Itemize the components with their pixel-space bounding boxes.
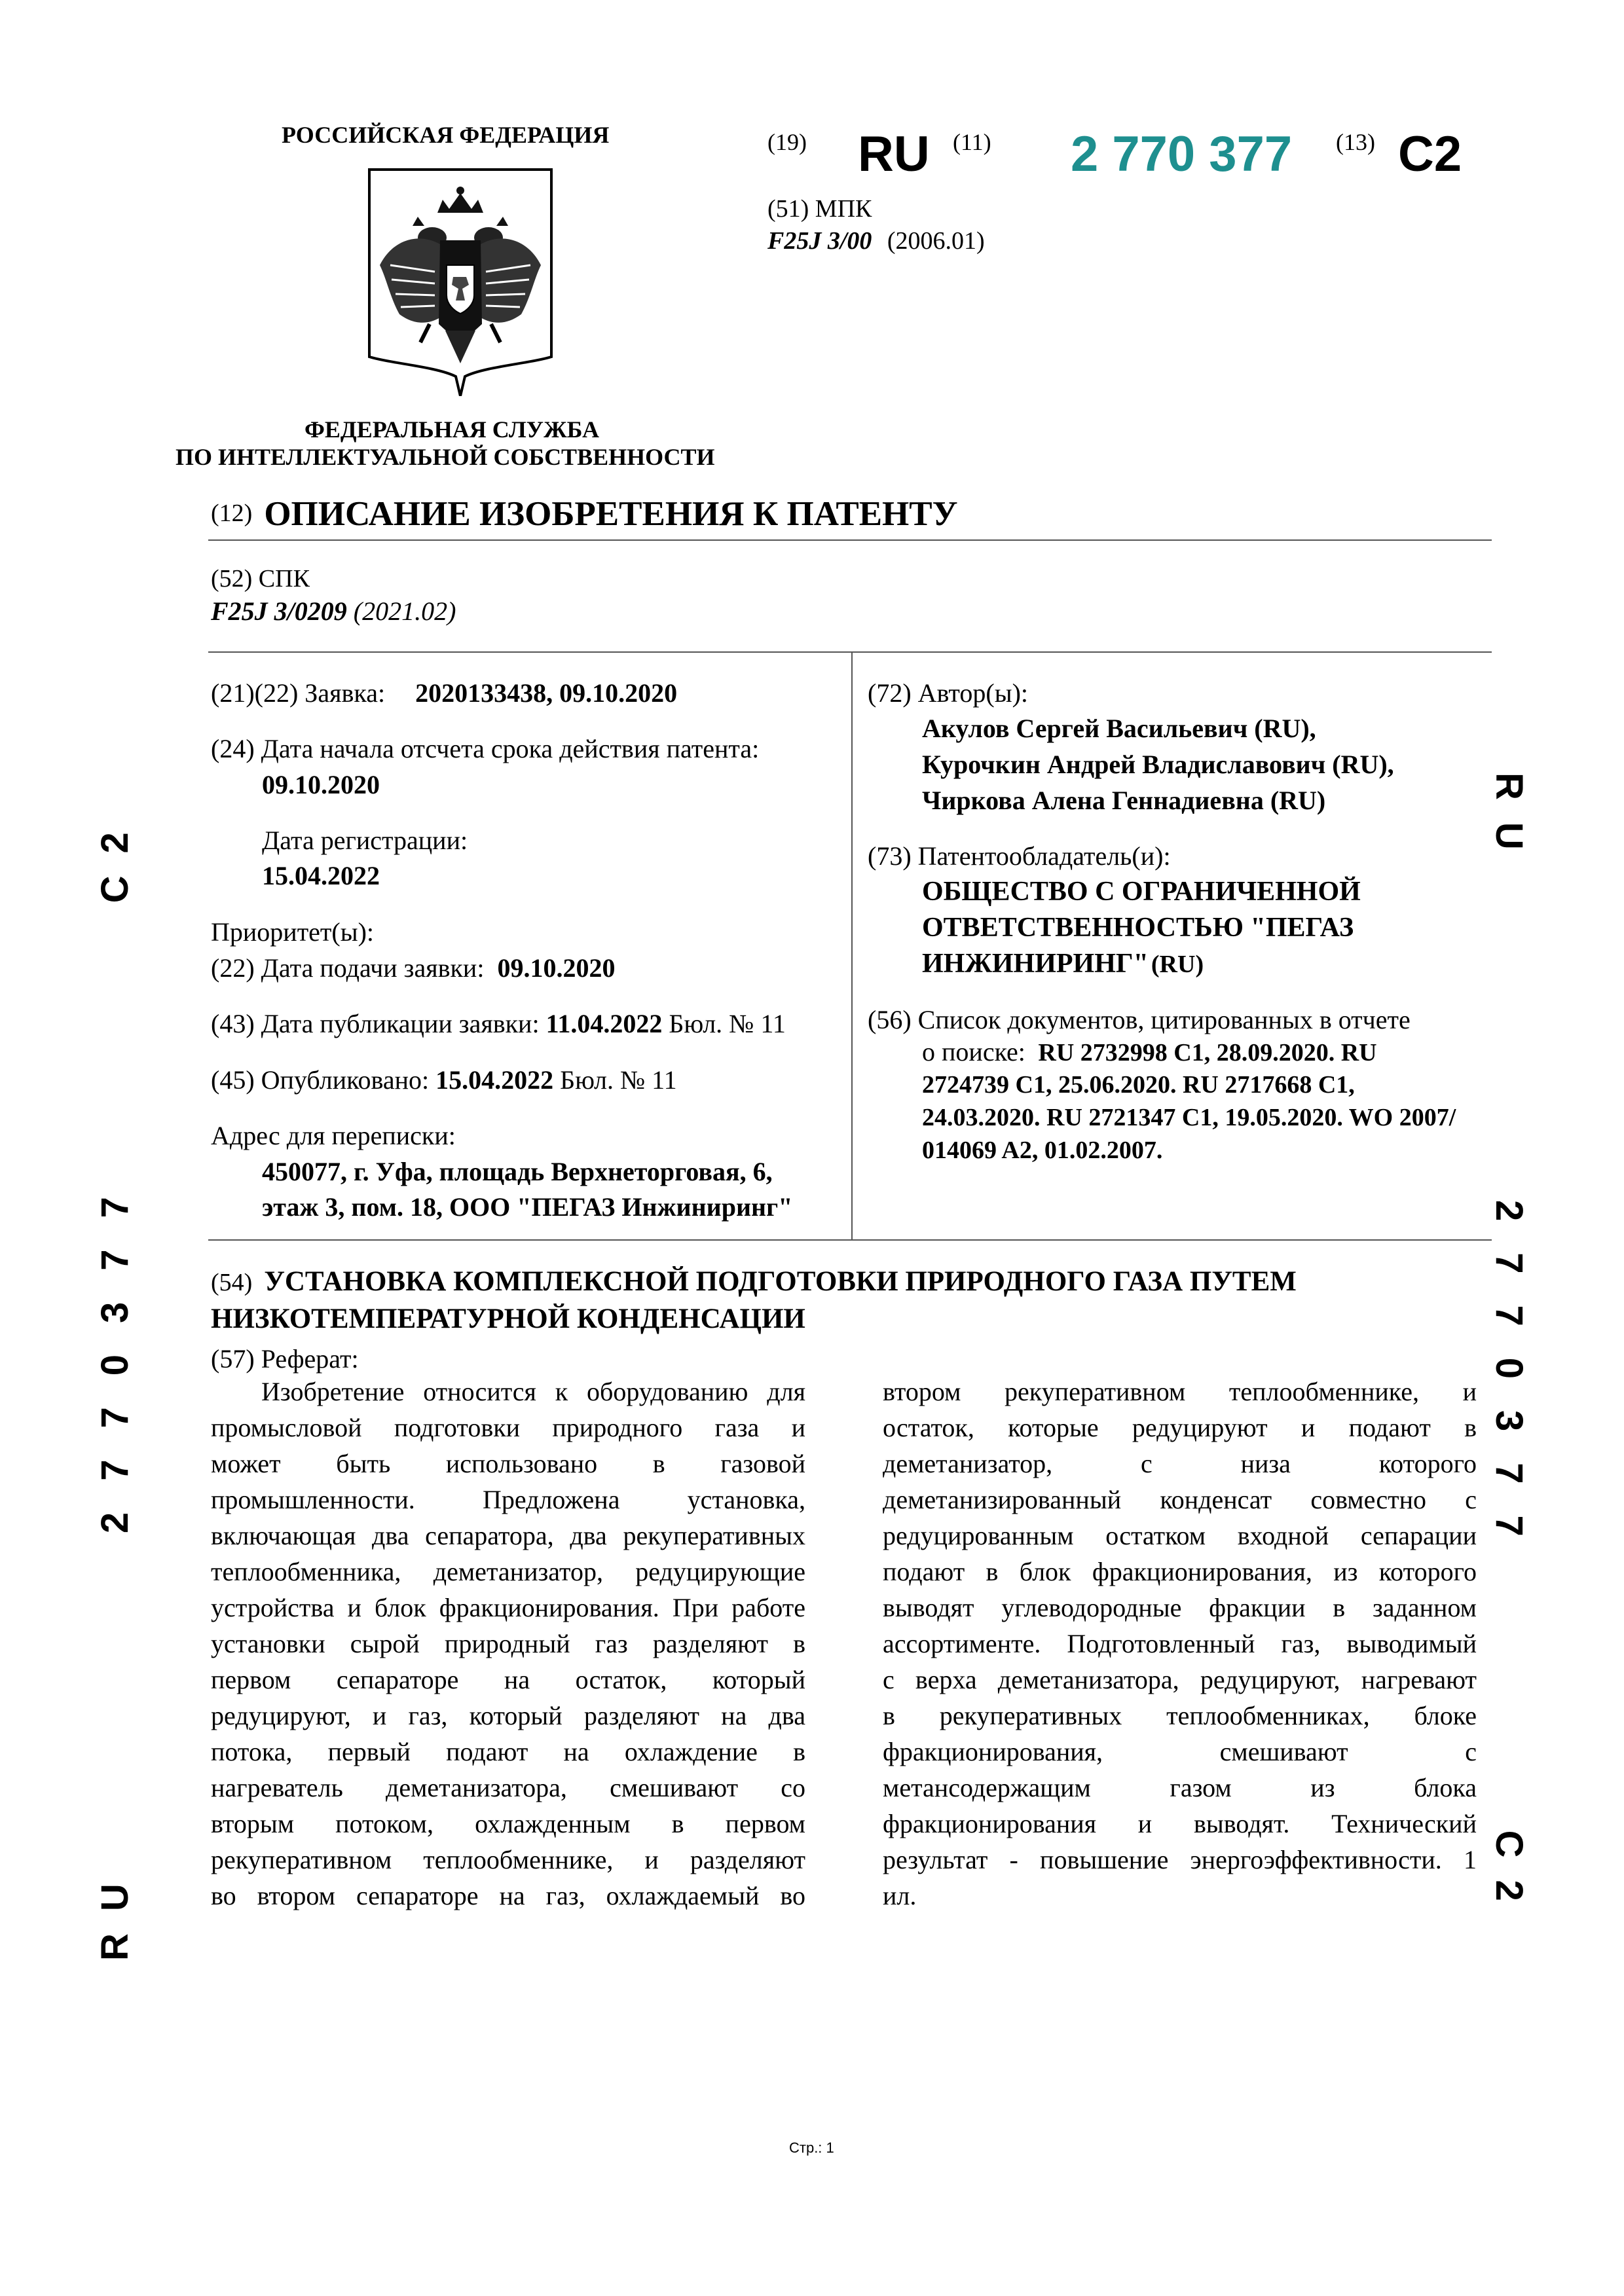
patent-holder-line-3-text: ИНЖИНИРИНГ" — [922, 949, 1149, 979]
application-value: 2020133438, 09.10.2020 — [415, 678, 678, 708]
side-code-left-kind: C2 — [94, 810, 136, 903]
abstract-left-line: Изобретение относится к оборудованию для — [261, 1377, 805, 1406]
document-title-text: ОПИСАНИЕ ИЗОБРЕТЕНИЯ К ПАТЕНТУ — [264, 495, 958, 533]
divider-biblio — [208, 1239, 1492, 1241]
patent-holder-line-1: ОБЩЕСТВО С ОГРАНИЧЕННОЙ — [922, 877, 1361, 907]
address-line-1: 450077, г. Уфа, площадь Верхнеторговая, 6, — [262, 1157, 773, 1186]
citations-line-1 — [922, 1036, 1377, 1069]
priority-label: Приоритет(ы): — [211, 917, 375, 947]
abstract-right-line: в рекуперативных теплообменниках, блоке — [883, 1701, 1477, 1730]
side-code-left-number: 2770377 — [94, 1165, 136, 1534]
abstract-right-line: метансодержащим газом из блока — [883, 1773, 1477, 1802]
filing-date-value: 09.10.2020 — [497, 953, 616, 983]
filing-date-label: (22) Дата подачи заявки: — [211, 953, 485, 983]
divider-spk — [208, 651, 1492, 653]
country-code: RU — [858, 126, 930, 182]
side-code-right — [1487, 773, 1531, 1923]
abstract-right-line: остаток, которые редуцируют и подают в — [883, 1413, 1477, 1442]
page-number: Стр.: 1 — [789, 2140, 834, 2156]
side-code-left — [93, 810, 137, 1961]
published-label: (45) Опубликовано: — [211, 1065, 430, 1095]
abstract-right-line: ассортименте. Подготовленный газ, выводимый — [883, 1629, 1477, 1658]
publication-date-value: 11.04.2022 — [545, 1009, 663, 1038]
document-title-code: (12) — [211, 500, 253, 527]
published-field — [211, 1062, 677, 1098]
mpk-class-code: F25J 3/00 — [767, 227, 872, 255]
patent-number: 2 770 377 — [1071, 126, 1293, 182]
abstract-right-column — [883, 1374, 1477, 1914]
application-label: (21)(22) Заявка: — [211, 678, 386, 708]
author-1: Акулов Сергей Васильевич (RU), — [922, 714, 1316, 743]
term-value: 09.10.2020 — [262, 770, 380, 799]
patent-holder-country: (RU) — [1151, 951, 1204, 978]
abstract-left-line: устройства и блок фракционирования. При работе — [211, 1593, 805, 1622]
citations-label: (56) Список документов, цитированных в отчете — [868, 1005, 1411, 1034]
address-line-2: этаж 3, пом. 18, ООО "ПЕГАЗ Инжиниринг" — [262, 1192, 793, 1222]
mpk-class-version: (2006.01) — [887, 227, 985, 255]
country-name: РОССИЙСКАЯ ФЕДЕРАЦИЯ — [282, 122, 610, 148]
abstract-right-line: выводят углеводородные фракции в заданном — [883, 1593, 1477, 1622]
abstract-right-line: результат - повышение энергоэффективности. 1 — [883, 1845, 1477, 1874]
code-19: (19) — [767, 129, 807, 155]
author-3: Чиркова Алена Геннадиевна (RU) — [922, 786, 1326, 815]
mpk-label: (51) МПК — [767, 195, 872, 223]
side-code-right-ru: RU — [1488, 773, 1530, 872]
registration-value: 15.04.2022 — [262, 861, 380, 890]
patent-holder-label: (73) Патентообладатель(и): — [868, 841, 1171, 871]
abstract-left-line: во втором сепараторе на газ, охлаждаемый во — [211, 1881, 805, 1910]
abstract-left-column — [211, 1374, 805, 1914]
invention-title-line-2: НИЗКОТЕМПЕРАТУРНОЙ КОНДЕНСАЦИИ — [211, 1303, 805, 1334]
spk-class-version: (2021.02) — [353, 596, 456, 626]
side-code-left-ru: RU — [94, 1861, 136, 1961]
side-code-right-number: 2770377 — [1488, 1199, 1530, 1568]
abstract-right-line: подают в блок фракционирования, из которого — [883, 1557, 1477, 1586]
authors-label: (72) Автор(ы): — [868, 678, 1028, 708]
term-label: (24) Дата начала отсчета срока действия патента: — [211, 734, 760, 763]
citations-lead: о поиске: — [922, 1037, 1025, 1066]
abstract-left-line: рекуперативном теплообменнике, и разделяют — [211, 1845, 805, 1874]
abstract-left-line: может быть использовано в газовой — [211, 1449, 805, 1478]
published-bulletin: Бюл. № 11 — [560, 1065, 677, 1095]
publication-bulletin: Бюл. № 11 — [669, 1009, 786, 1038]
side-code-right-kind: C2 — [1488, 1830, 1530, 1923]
abstract-right-line: ил. — [883, 1881, 917, 1910]
agency-name-line2: ПО ИНТЕЛЛЕКТУАЛЬНОЙ СОБСТВЕННОСТИ — [175, 444, 715, 470]
invention-title-line-1 — [211, 1266, 1297, 1298]
publication-date-field — [211, 1006, 786, 1042]
published-value: 15.04.2022 — [435, 1065, 554, 1095]
author-2: Курочкин Андрей Владиславович (RU), — [922, 750, 1394, 779]
column-divider — [851, 653, 853, 1239]
spk-label: (52) СПК — [211, 565, 310, 592]
abstract-right-line: деметанизатор, с низа которого — [883, 1449, 1477, 1478]
code-13: (13) — [1336, 129, 1375, 155]
abstract-left-line: потока, первый подают на охлаждение в — [211, 1737, 805, 1766]
abstract-left-line: включающая два сепаратора, два рекуперативных — [211, 1521, 805, 1550]
coat-of-arms-emblem — [367, 167, 554, 399]
abstract-left-line: промысловой подготовки природного газа и — [211, 1413, 805, 1442]
abstract-right-line: редуцированным остатком входной сепарации — [883, 1521, 1477, 1550]
address-label: Адрес для переписки: — [211, 1121, 456, 1150]
citations-line-3: 24.03.2020. RU 2721347 C1, 19.05.2020. WO 2007/ — [922, 1104, 1456, 1131]
abstract-left-line: установки сырой природный газ разделяют в — [211, 1629, 805, 1658]
citations-text-1: RU 2732998 C1, 28.09.2020. RU — [1038, 1039, 1377, 1066]
patent-holder-line-3 — [922, 946, 1204, 982]
abstract-left-line: первом сепараторе на остаток, который — [211, 1665, 805, 1694]
divider-title — [208, 539, 1492, 541]
abstract-left-line: теплообменника, деметанизатор, редуцирующие — [211, 1557, 805, 1586]
document-title — [211, 494, 958, 534]
agency-name-line1: ФЕДЕРАЛЬНАЯ СЛУЖБА — [304, 416, 599, 443]
abstract-right-line: фракционирования, смешивают с — [883, 1737, 1477, 1766]
patent-holder-line-2: ОТВЕТСТВЕННОСТЬЮ "ПЕГАЗ — [922, 913, 1354, 943]
abstract-right-line: фракционирования и выводят. Технический — [883, 1809, 1477, 1838]
code-11: (11) — [953, 129, 991, 155]
abstract-right-line: с верха деметанизатора, редуцируют, нагревают — [883, 1665, 1477, 1694]
citations-line-4: 014069 A2, 01.02.2007. — [922, 1137, 1163, 1164]
invention-title-code: (54) — [211, 1269, 253, 1296]
spk-class — [211, 596, 456, 627]
application-field — [211, 675, 677, 711]
abstract-left-line: нагреватель деметанизатора, смешивают со — [211, 1773, 805, 1802]
registration-label: Дата регистрации: — [262, 826, 468, 855]
invention-title-text-1: УСТАНОВКА КОМПЛЕКСНОЙ ПОДГОТОВКИ ПРИРОДНОГО ГАЗА ПУТЕМ — [264, 1266, 1297, 1297]
kind-code: C2 — [1398, 126, 1462, 182]
abstract-right-line: деметанизированный конденсат совместно с — [883, 1485, 1477, 1514]
abstract-left-line: вторым потоком, охлажденным в первом — [211, 1809, 805, 1838]
abstract-left-line: редуцируют, и газ, который разделяют на два — [211, 1701, 805, 1730]
abstract-label: (57) Реферат: — [211, 1344, 359, 1374]
mpk-class — [767, 227, 985, 255]
publication-date-label: (43) Дата публикации заявки: — [211, 1009, 540, 1038]
citations-line-2: 2724739 C1, 25.06.2020. RU 2717668 C1, — [922, 1071, 1355, 1099]
spk-class-code: F25J 3/0209 — [211, 596, 347, 626]
abstract-right-line: втором рекуперативном теплообменнике, и — [883, 1377, 1477, 1406]
filing-date-field — [211, 950, 615, 986]
abstract-left-line: промышленности. Предложена установка, — [211, 1485, 805, 1514]
